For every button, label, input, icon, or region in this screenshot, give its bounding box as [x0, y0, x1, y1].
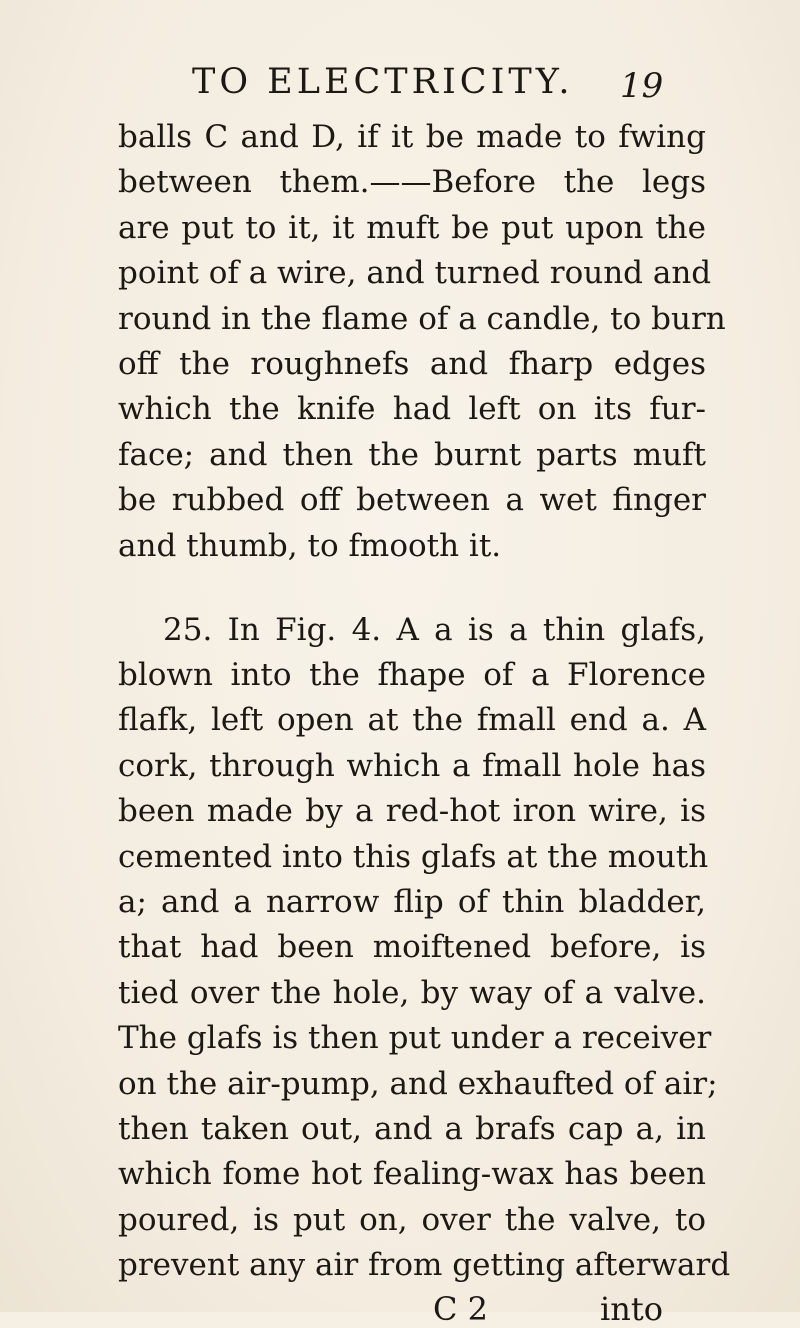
- text-line: blown into the fhape of a Florence: [118, 657, 706, 693]
- text-line: been made by a red-hot iron wire, is: [118, 793, 706, 829]
- text-line: be rubbed off between a wet finger: [118, 482, 706, 518]
- text-line: round in the flame of a candle, to burn: [118, 301, 726, 337]
- text-line: and thumb, to fmooth it.: [118, 528, 502, 564]
- text-line: on the air-pump, and exhaufted of air;: [118, 1066, 718, 1102]
- page-number: 19: [620, 66, 664, 106]
- catchword: into: [600, 1290, 663, 1328]
- text-line: balls C and D, if it be made to fwing: [118, 119, 706, 155]
- text-line: flafk, left open at the fmall end a. A: [118, 702, 706, 738]
- text-line: off the roughnefs and fharp edges: [118, 346, 706, 382]
- text-line: which the knife had left on its fur-: [118, 391, 706, 427]
- text-line: point of a wire, and turned round and: [118, 255, 712, 291]
- text-line: tied over the hole, by way of a valve.: [118, 975, 706, 1011]
- text-line: which fome hot fealing-wax has been: [118, 1156, 706, 1192]
- text-line: poured, is put on, over the valve, to: [118, 1202, 706, 1238]
- signature-mark: C 2: [433, 1290, 489, 1328]
- text-line: between them.——Before the legs: [118, 164, 706, 200]
- text-line: a; and a narrow flip of thin bladder,: [118, 884, 706, 920]
- paragraph-start-line: 25. In Fig. 4. A a is a thin glafs,: [163, 612, 706, 648]
- text-line: that had been moiftened before, is: [118, 929, 706, 965]
- text-line: prevent any air from getting afterward: [118, 1247, 731, 1283]
- text-line: face; and then the burnt parts muft: [118, 437, 706, 473]
- running-title: TO ELECTRICITY.: [192, 62, 574, 102]
- text-line: cemented into this glafs at the mouth: [118, 839, 709, 875]
- text-line: cork, through which a fmall hole has: [118, 748, 706, 784]
- text-line: are put to it, it muft be put upon the: [118, 210, 706, 246]
- text-line: then taken out, and a brafs cap a, in: [118, 1111, 706, 1147]
- text-line: The glafs is then put under a receiver: [118, 1020, 712, 1056]
